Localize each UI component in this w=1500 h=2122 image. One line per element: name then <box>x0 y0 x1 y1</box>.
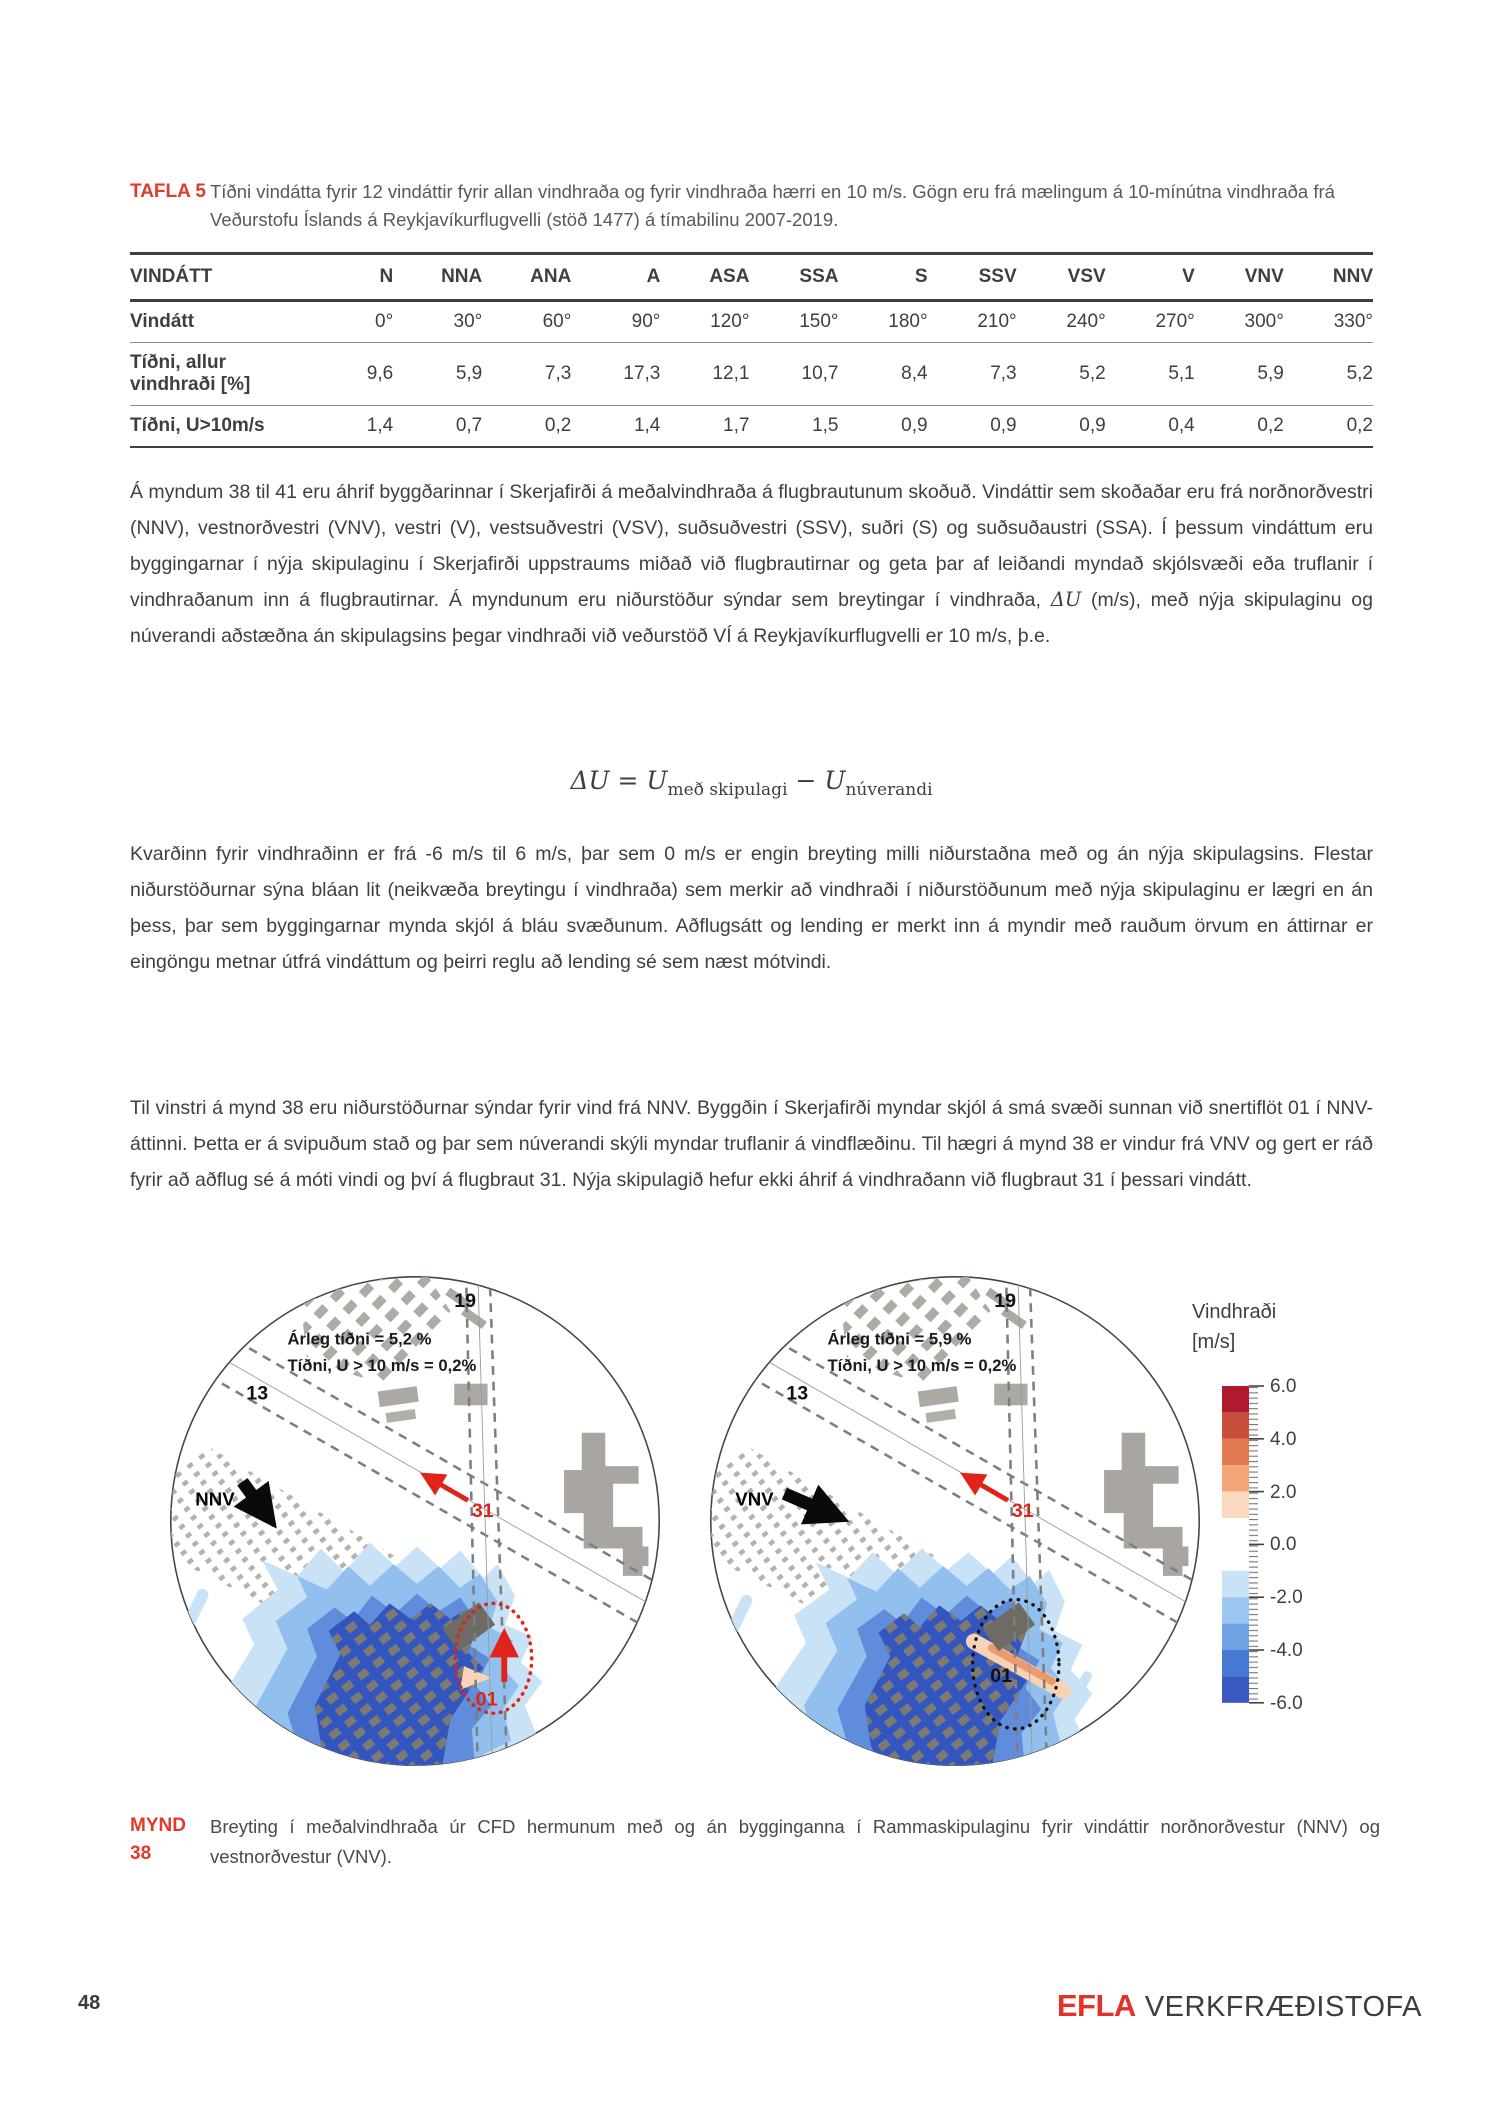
header-cell: ANA <box>482 254 571 301</box>
legend-tick-label: -6.0 <box>1270 1693 1303 1714</box>
legend-tick-label: 4.0 <box>1270 1429 1297 1450</box>
cell: 5,1 <box>1168 363 1195 384</box>
cell: 12,1 <box>712 363 750 384</box>
formula-lhs: ΔU <box>570 766 610 795</box>
figure-caption <box>130 1812 1380 1872</box>
cell: 5,2 <box>1079 363 1106 384</box>
wind-direction-label: NNV <box>195 1488 235 1510</box>
cell: 0° <box>375 311 394 332</box>
cell: 17,3 <box>623 363 661 384</box>
paragraph-1-text-a: Á myndum 38 til 41 eru áhrif byggðarinnar í Skerjafirði á meðalvindhraða á flugbrautunum skoðuð. Vindáttir sem skoðaðar eru frá norðnorðvestri (NNV), vestnorðvestri (VNV), vestri (V), vestsuðvestri (VSV), suðsuðvestri (SSV), suðri (S) og suðsuðaustri (SSA). Í þessum vindáttum eru byggingarnar í nýja skipulaginu í Skerjafirði uppstraums miðað við flugbrautirnar og geta þar af leiðandi myndað skjólsvæði eða truflanir í vindhraðanum inn á flugbrautirnar. Á myndunum eru niðurstöður sýndar sem breytingar í vindhraða, <box>130 481 1373 611</box>
cell: 5,2 <box>1346 363 1373 384</box>
table-caption-tag: TAFLA 5 <box>130 181 206 202</box>
cell: 90° <box>631 311 661 332</box>
cell: 300° <box>1244 311 1284 332</box>
row-label: Tíðni, U>10m/s <box>130 415 265 436</box>
table-header-row <box>130 254 1373 301</box>
colorbar-band <box>1222 1676 1249 1702</box>
legend-tick-label: 6.0 <box>1270 1376 1297 1397</box>
formula-sub-current: núverandi <box>845 780 933 800</box>
frequency-u10-label: Tíðni, U > 10 m/s = 0,2% <box>287 1355 477 1375</box>
row-label: Vindátt <box>130 311 195 332</box>
table-row <box>130 301 1373 343</box>
colorbar-band <box>1222 1571 1249 1597</box>
formula-equals: = <box>617 766 639 795</box>
cell: 210° <box>977 311 1017 332</box>
cell: 1,4 <box>366 415 394 436</box>
legend-tick-label: -2.0 <box>1270 1587 1303 1608</box>
annual-frequency-label: Árleg tíðni = 5,2 % <box>287 1329 432 1349</box>
wind-map-nnv <box>160 1266 670 1776</box>
efla-logo <box>1057 1988 1422 2024</box>
cell: 10,7 <box>801 363 839 384</box>
legend-tick-label: -4.0 <box>1270 1640 1303 1661</box>
table-caption <box>130 178 1380 234</box>
table-head <box>130 254 1373 301</box>
header-cell: ASA <box>660 254 749 301</box>
cell: 7,3 <box>990 363 1017 384</box>
header-cell: A <box>571 254 660 301</box>
runway-01-label: 01 <box>990 1664 1013 1687</box>
paragraph-2: Kvarðinn fyrir vindhraðinn er frá -6 m/s til 6 m/s, þar sem 0 m/s er engin breyting milli niðurstaðna með og án nýja skipulagsins. Flestar niðurstöðurnar sýna bláan lit (neikvæða breytingu í vindhraða) sem merkir að vindhraði í niðurstöðunum með nýja skipulaginu er lægri en án þess, þar sem byggingarnar mynda skjól á bláu svæðunum. Aðflugsátt og lending er merkt inn á myndir með rauðum örvum en áttirnar er eingöngu metnar útfrá vindáttum og þeirri reglu að lending sé sem næst mótvindi. <box>130 843 1373 973</box>
cell: 5,9 <box>455 363 483 384</box>
table-row <box>130 343 1373 406</box>
colorbar-band <box>1222 1624 1249 1650</box>
cell: 0,9 <box>1079 415 1106 436</box>
efla-logo-brand: EFLA <box>1056 1988 1136 2023</box>
paragraph-3: Til vinstri á mynd 38 eru niðurstöðurnar sýndar fyrir vind frá NNV. Byggðin í Skerjafirði myndar skjól á smá svæði sunnan við snertiflöt 01 í NNV-áttinni. Þetta er á svipuðum stað og þar sem núverandi skýli myndar truflanir á vindflæðinu. Til hægri á mynd 38 er vindur frá VNV og gert er ráð fyrir að aðflug sé á móti vindi og því á flugbraut 31. Nýja skipulagið hefur ekki áhrif á vindhraðann við flugbraut 31 í þessari vindátt. <box>130 1097 1373 1191</box>
table-body <box>130 301 1373 448</box>
cell: 0,7 <box>455 415 483 436</box>
wind-map-vnv <box>700 1266 1210 1776</box>
colorbar-band <box>1222 1412 1249 1438</box>
cell: 30° <box>453 311 483 332</box>
cell: 0,9 <box>990 415 1017 436</box>
header-cell: S <box>839 254 928 301</box>
colorbar-band <box>1222 1518 1249 1571</box>
delta-u-formula <box>130 766 1373 800</box>
formula-u-plan: U <box>646 766 668 795</box>
runway-31-label: 31 <box>1011 1500 1034 1523</box>
header-cell: V <box>1106 254 1195 301</box>
legend-tick-label: 2.0 <box>1270 1482 1297 1503</box>
cell: 9,6 <box>366 363 394 384</box>
cell: 240° <box>1066 311 1106 332</box>
cell: 7,3 <box>544 363 572 384</box>
colorbar-band <box>1222 1465 1249 1491</box>
header-cell: VINDÁTT <box>130 254 304 301</box>
cell: 180° <box>888 311 928 332</box>
building <box>454 1384 487 1406</box>
legend-title: Vindhraði <box>1192 1301 1277 1323</box>
table-row <box>130 406 1373 448</box>
header-cell: NNA <box>393 254 482 301</box>
figure-caption-tag: MYND 38 <box>130 1815 186 1864</box>
figure-caption-text: Breyting í meðalvindhraða úr CFD hermunum með og án bygginganna í Rammaskipulaginu fyrir vindáttir norðnorðvestur (NNV) og vestnorðvestur (VNV). <box>210 1816 1380 1867</box>
cell: 0,2 <box>544 415 572 436</box>
header-cell: SSV <box>928 254 1017 301</box>
colorbar-band <box>1222 1597 1249 1623</box>
efla-logo-suffix: VERKFRÆÐISTOFA <box>1144 1991 1422 2023</box>
runway-01-label: 01 <box>475 1688 498 1711</box>
paragraph-1-text-b: (m/s), með nýja skipulaginu og núverandi aðstæðna án skipulagsins þegar vindhraði við veðurstöð VÍ á Reykjavíkurflugvelli er 10 m/s, þ.e. <box>130 589 1373 647</box>
colorbar-band <box>1222 1650 1249 1676</box>
header-cell: VNV <box>1195 254 1284 301</box>
cell: 150° <box>799 311 839 332</box>
cell: 5,9 <box>1257 363 1284 384</box>
runway-19-label: 19 <box>454 1290 477 1313</box>
colorbar <box>1222 1376 1303 1714</box>
runway-31-label: 31 <box>471 1500 494 1523</box>
header-cell: SSA <box>749 254 838 301</box>
legend-tick-label: 0.0 <box>1270 1534 1297 1555</box>
annual-frequency-label: Árleg tíðni = 5,9 % <box>827 1329 972 1349</box>
row-label: Tíðni, allur vindhraði [%] <box>130 352 251 395</box>
runway-13-label: 13 <box>786 1382 809 1405</box>
colorbar-band <box>1222 1492 1249 1518</box>
runway-19-label: 19 <box>994 1290 1017 1313</box>
cell: 8,4 <box>901 363 928 384</box>
cell: 0,2 <box>1257 415 1284 436</box>
wind-direction-label: VNV <box>735 1488 774 1510</box>
formula-minus: − <box>795 766 817 795</box>
legend-units: [m/s] <box>1192 1331 1236 1353</box>
cell: 0,9 <box>901 415 928 436</box>
building <box>623 1547 649 1567</box>
cell: 0,2 <box>1346 415 1373 436</box>
page-number: 48 <box>78 1992 101 2014</box>
delta-u-symbol: ΔU <box>1050 588 1082 611</box>
colorbar-band <box>1222 1386 1249 1412</box>
cell: 0,4 <box>1168 415 1195 436</box>
wind-speed-legend <box>1178 1292 1388 1722</box>
cell: 1,4 <box>633 415 661 436</box>
wind-direction-table <box>130 252 1373 448</box>
frequency-u10-label: Tíðni, U > 10 m/s = 0,2% <box>827 1355 1017 1375</box>
paragraph-1 <box>130 474 1373 654</box>
cell: 120° <box>710 311 750 332</box>
cell: 60° <box>542 311 572 332</box>
cell: 1,7 <box>723 415 750 436</box>
runway-13-label: 13 <box>246 1382 269 1405</box>
header-cell: N <box>304 254 393 301</box>
cell: 1,5 <box>812 415 839 436</box>
building <box>994 1384 1027 1406</box>
cell: 330° <box>1333 311 1373 332</box>
colorbar-band <box>1222 1439 1249 1465</box>
header-cell: NNV <box>1284 254 1373 301</box>
header-cell: VSV <box>1017 254 1106 301</box>
formula-sub-plan: með skipulagi <box>667 780 788 800</box>
table-caption-text: Tíðni vindátta fyrir 12 vindáttir fyrir allan vindhraða og fyrir vindhraða hærri en 10 m/s. Gögn eru frá mælingum á 10-mínútna vindhraða frá Veðurstofu Íslands á Reykjavíkurflugvelli (stöð 1477) á tímabilinu 2007-2019. <box>210 181 1335 230</box>
cell: 270° <box>1155 311 1195 332</box>
formula-u-current: U <box>824 766 846 795</box>
